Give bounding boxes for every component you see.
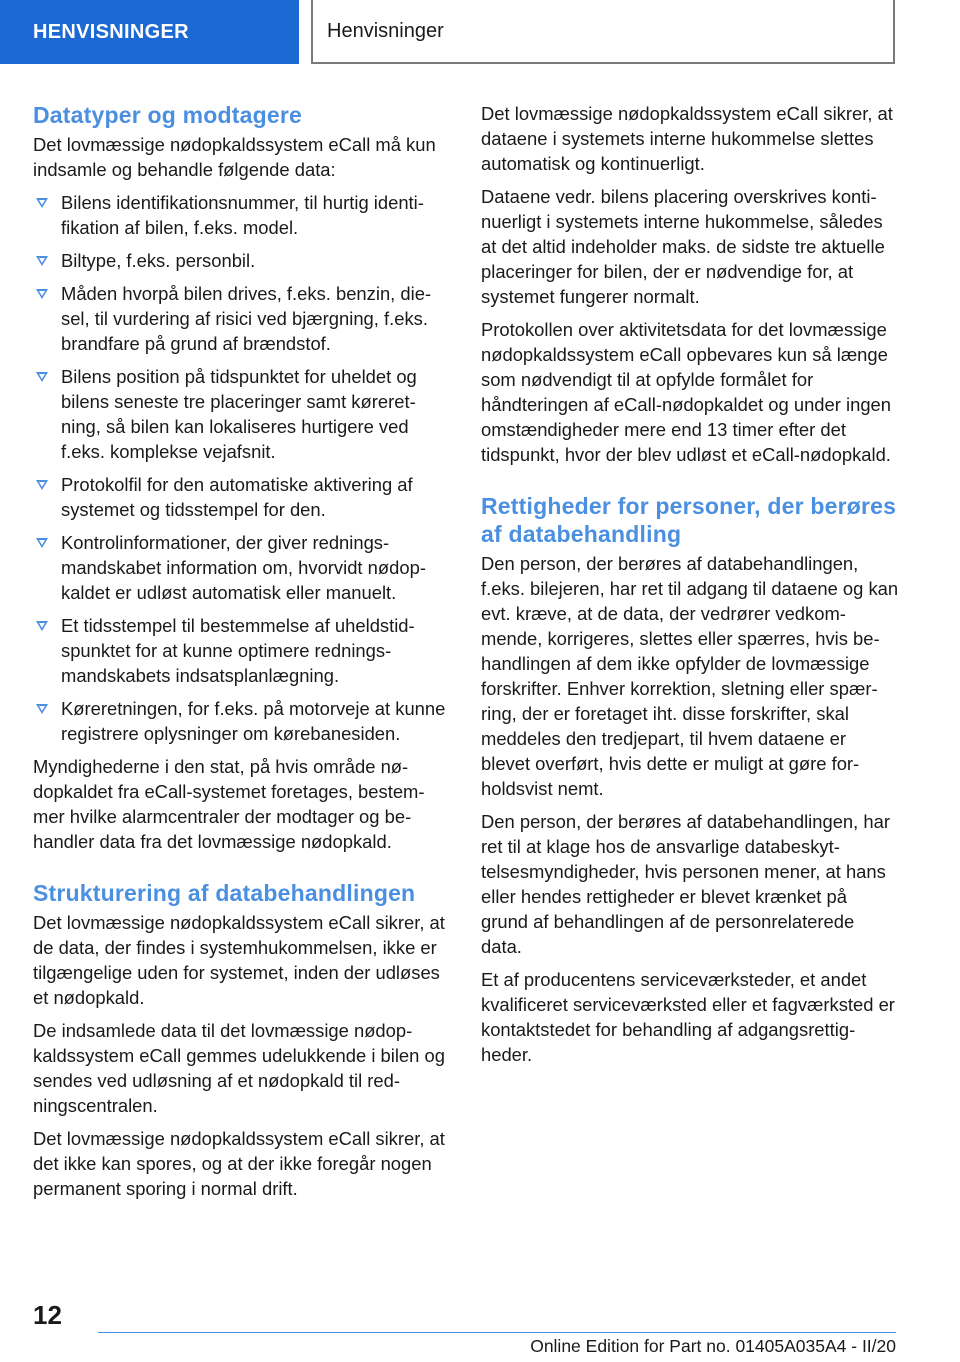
right-column <box>481 101 899 1075</box>
paragraph: Dataene vedr. bilens placering overskrives kontinuerligt i systemets interne hukommelse, således at det altid indeholder maks. de sidste tre aktuelle placeringer for bilen, der er nødvendige for, at systemet fungerer normalt. <box>481 186 885 307</box>
section-title: Henvisninger <box>311 0 895 64</box>
heading-data-types: Datatyper og modtagere <box>33 102 302 128</box>
paragraph: Den person, der berøres af databehandlingen, f.eks. bilejeren, har ret til adgang til dataene og kan evt. kræve, at de data, der vedrører vedkommende, korrigeres, slettes eller spærres, hvis behandlingen af dem ikke opfylder de lovmæssige forskrifter. Enhver korrektion, sletning eller spærring, der er foretaget iht. disse forskrifter, skal meddeles den tredjepart, til hvem dataene er blevet overført, hvis dette er muligt at gøre forholdsvist nemt. <box>481 553 899 799</box>
paragraph: Den person, der berøres af databehandlingen, har ret til at klage hos de ansvarlige databeskyttelsesmyndigheder, hvis personen mener, at hans eller hendes rettigheder er blevet krænket på grund af behandlingen af de personrelaterede data. <box>481 811 890 957</box>
list-item <box>33 281 449 356</box>
list-item-text: Protokolfil for den automatiske aktivering af systemet og tidsstempel for den. <box>61 474 413 520</box>
heading-data-structuring: Strukturering af databehandlingen <box>33 880 416 906</box>
list-item-text: Et tidsstempel til bestemmelse af uheldstidspunktet for at kunne optimere redningsmandskabets indsatsplanlægning. <box>61 615 415 686</box>
paragraph: Det lovmæssige nødopkaldssystem eCall sikrer, at det ikke kan spores, og at der ikke foregår nogen permanent sporing i normal drift. <box>33 1128 445 1199</box>
paragraph: Det lovmæssige nødopkaldssystem eCall sikrer, at dataene i systemets interne hukommelse slettes automatisk og kontinuerligt. <box>481 103 893 174</box>
triangle-bullet-icon <box>36 198 48 208</box>
list-item-text: Køreretningen, for f.eks. på motorveje at kunne registrere oplysninger om kørebanesiden. <box>61 698 446 744</box>
list-item-text: Kontrolinformationer, der giver redningsmandskabet information om, hvorvidt nødopkaldet er udløst automatisk eller manuelt. <box>61 532 426 603</box>
triangle-bullet-icon <box>36 256 48 266</box>
page-number: 12 <box>33 1300 62 1330</box>
left-column <box>33 101 449 1209</box>
list-item-text: Måden hvorpå bilen drives, f.eks. benzin, diesel, til vurdering af risici ved bjærgning, f.eks. brandfare på grund af brændstof. <box>61 283 432 354</box>
triangle-bullet-icon <box>36 289 48 299</box>
heading-rights: Rettigheder for personer, der berøres af databehandling <box>481 493 897 547</box>
data-type-list <box>33 190 449 746</box>
triangle-bullet-icon <box>36 480 48 490</box>
list-item-text: Bilens identifikationsnummer, til hurtig identifikation af bilen, f.eks. model. <box>61 192 424 238</box>
paragraph: Et af producentens serviceværksteder, et andet kvalificeret serviceværksted eller et fagværksted er kontaktstedet for behandling af adgangsrettigheder. <box>481 969 895 1065</box>
paragraph: Protokollen over aktivitetsdata for det lovmæssige nødopkaldssystem eCall opbevares kun så længe som nødvendigt til at opfylde formålet for håndteringen af eCall-nødopkaldet og under ingen omstændigheder mere end 13 timer efter det tidspunkt, hvor der blev udløst et eCall-nødopkald. <box>481 319 891 465</box>
list-item <box>33 613 449 688</box>
list-item <box>33 696 449 746</box>
chapter-tab: HENVISNINGER <box>0 0 299 64</box>
list-item <box>33 190 449 240</box>
intro-paragraph: Det lovmæssige nødopkaldssystem eCall må kun indsamle og behandle følgende data: <box>33 134 436 180</box>
list-item-text: Bilens position på tidspunktet for uheldet og bilens seneste tre placeringer samt køreretning, så bilen kan lokaliseres hurtigere ved f.eks. komplekse vejafsnit. <box>61 366 417 462</box>
paragraph: Det lovmæssige nødopkaldssystem eCall sikrer, at de data, der findes i systemhukommelsen, ikke er tilgængelige uden for systemet, inden der udløses et nødopkald. <box>33 912 445 1008</box>
list-item <box>33 248 449 273</box>
triangle-bullet-icon <box>36 704 48 714</box>
footer-divider <box>98 1332 896 1333</box>
edition-text: Online Edition for Part no. 01405A035A4 - II/20 <box>530 1336 896 1356</box>
list-item <box>33 472 449 522</box>
triangle-bullet-icon <box>36 621 48 631</box>
triangle-bullet-icon <box>36 538 48 548</box>
paragraph: De indsamlede data til det lovmæssige nødopkaldssystem eCall gemmes udelukkende i bilen og sendes ved udløsning af et nødopkald til redningscentralen. <box>33 1020 445 1116</box>
triangle-bullet-icon <box>36 372 48 382</box>
list-item <box>33 364 449 464</box>
authorities-paragraph: Myndighederne i den stat, på hvis område nødopkaldet fra eCall-systemet foretages, bestemmer hvilke alarmcentraler der modtager og behandler data fra det lovmæssige nødopkald. <box>33 756 425 852</box>
list-item-text: Biltype, f.eks. personbil. <box>61 250 256 271</box>
list-item <box>33 530 449 605</box>
